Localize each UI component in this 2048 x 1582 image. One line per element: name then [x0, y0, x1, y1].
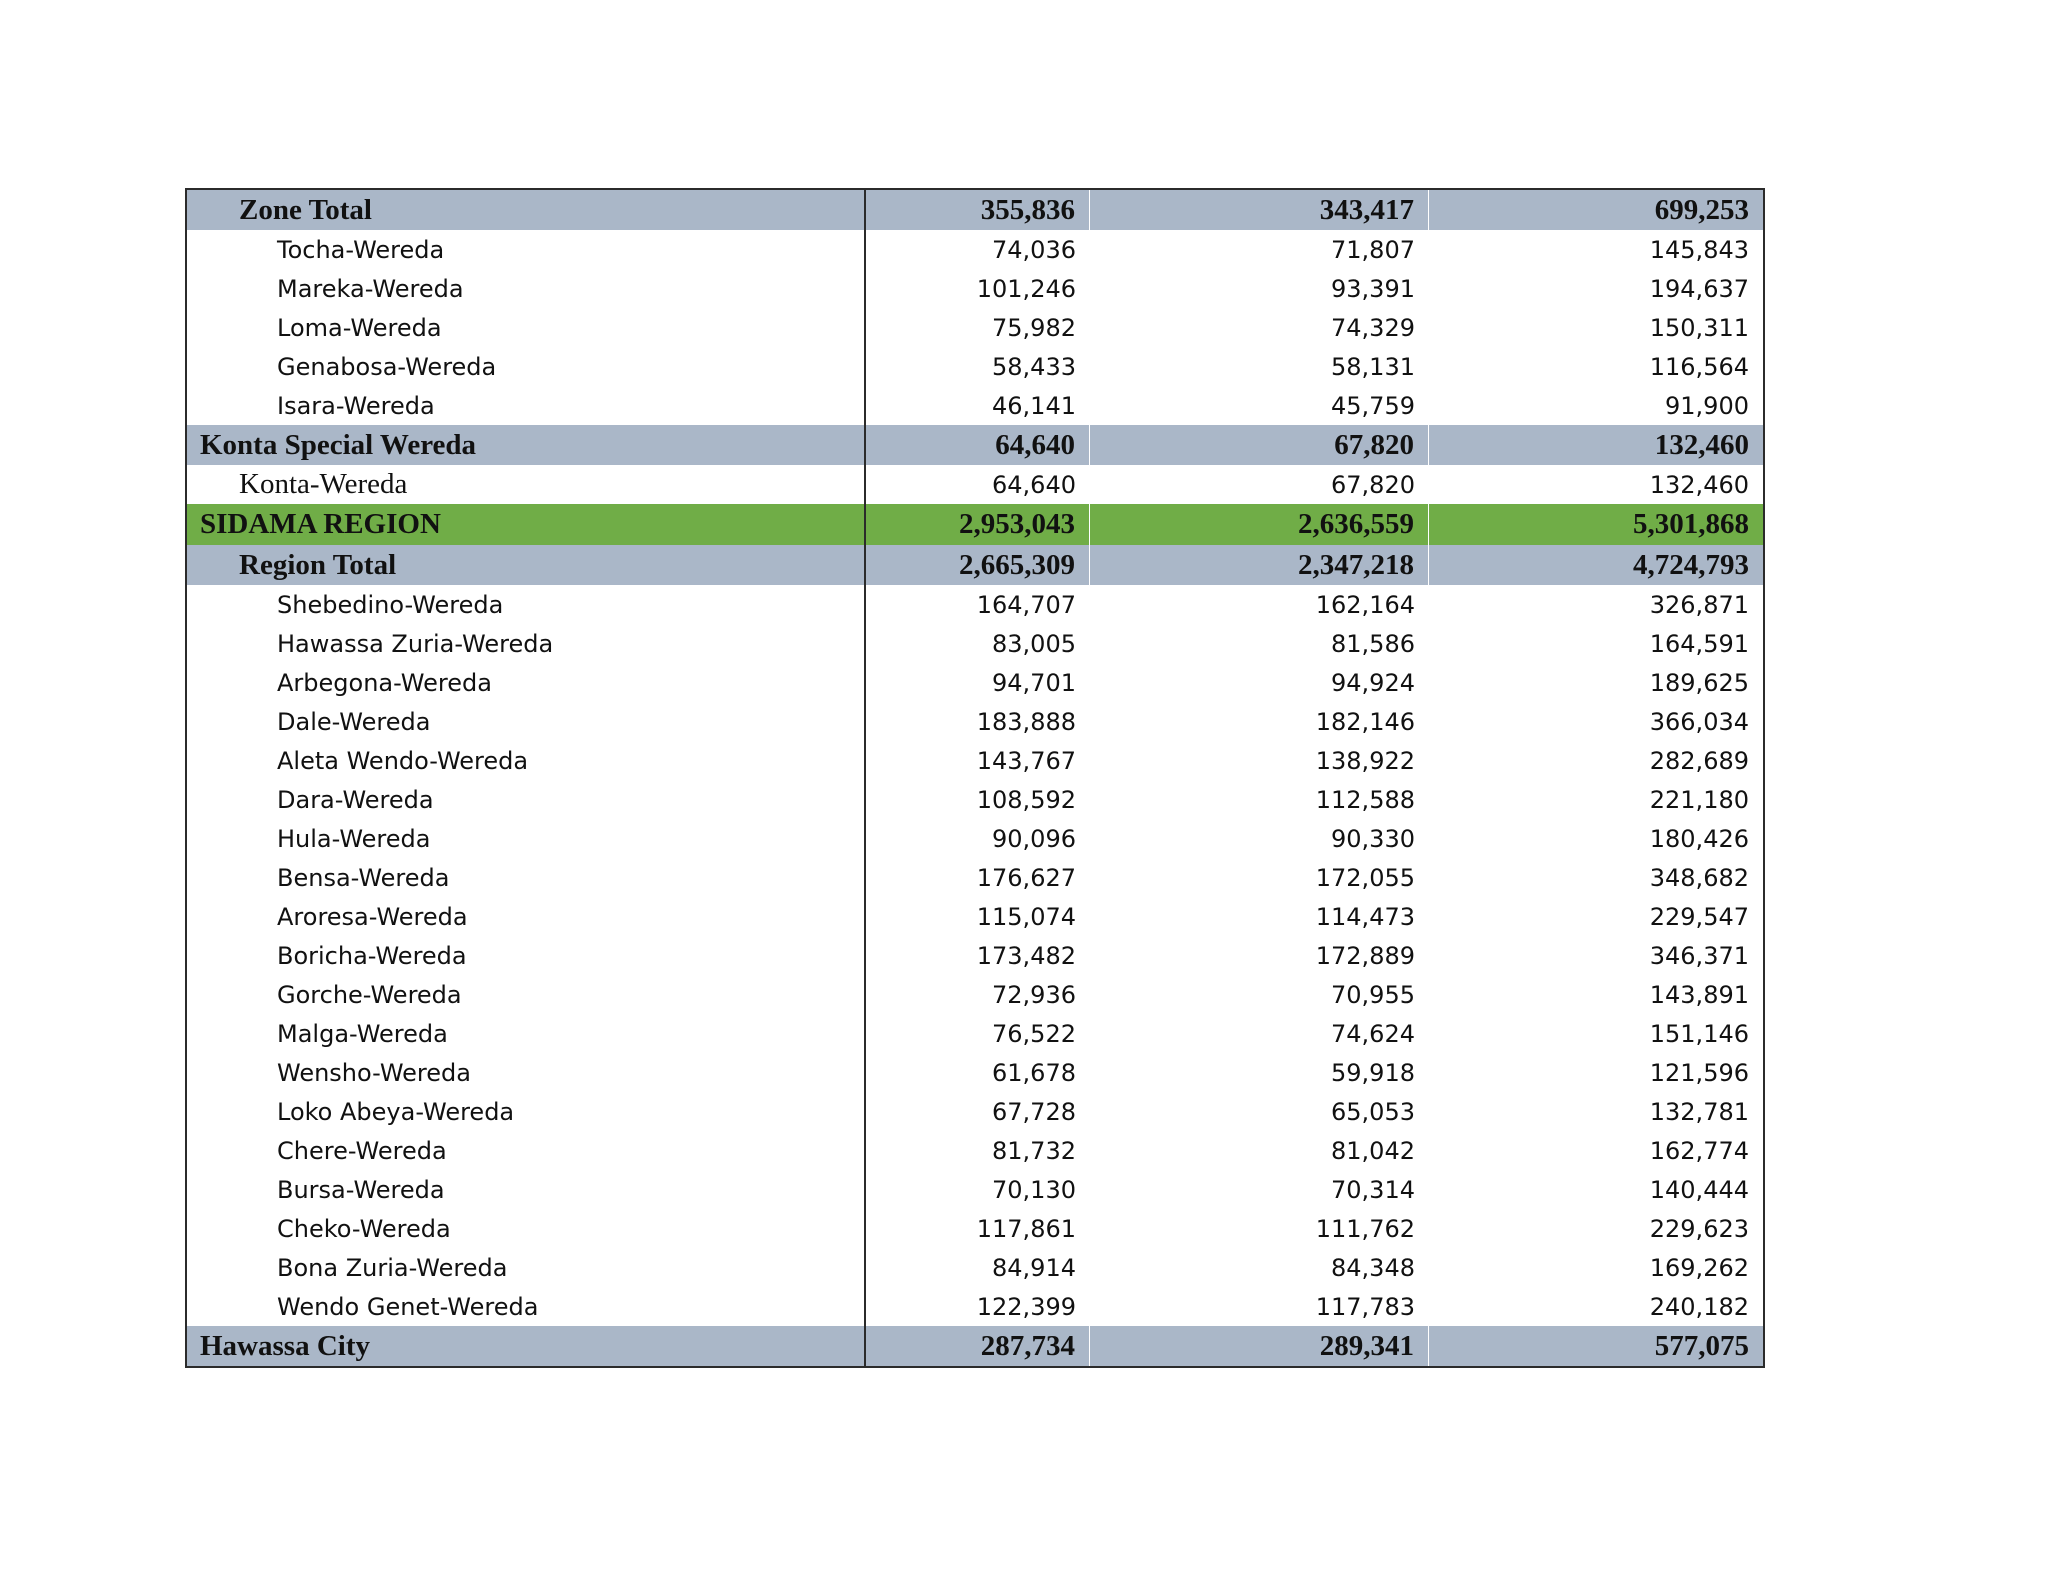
female-value-cell: 138,922: [1315, 746, 1415, 775]
male-value-cell: 2,953,043: [866, 504, 1090, 545]
male-value-cell: 72,936: [992, 980, 1076, 1009]
male-value-cell: 58,433: [992, 352, 1076, 381]
total-value-cell: 169,262: [1649, 1253, 1749, 1282]
table-row: [187, 1053, 1763, 1092]
row-name-cell: Aleta Wendo-Wereda: [187, 741, 866, 780]
female-value-cell: 67,820: [1090, 425, 1429, 465]
total-value-cell: 348,682: [1649, 863, 1749, 892]
male-value-cell: 90,096: [992, 824, 1076, 853]
row-name-cell: Hawassa Zuria-Wereda: [187, 624, 866, 663]
female-value-cell: 90,330: [1331, 824, 1415, 853]
total-value-cell: 164,591: [1649, 629, 1749, 658]
subtotal-row: [187, 1326, 1763, 1366]
table-row: [187, 1014, 1763, 1053]
male-value-cell: 70,130: [992, 1175, 1076, 1204]
female-value-cell: 71,807: [1331, 235, 1415, 264]
row-name-cell: Genabosa-Wereda: [187, 347, 866, 386]
total-value-cell: 346,371: [1649, 941, 1749, 970]
table-row: [187, 1287, 1763, 1326]
total-value-cell: 326,871: [1649, 590, 1749, 619]
subtotal-row: [187, 545, 1763, 585]
total-value-cell: 221,180: [1649, 785, 1749, 814]
total-value-cell: 189,625: [1649, 668, 1749, 697]
male-value-cell: 287,734: [866, 1326, 1090, 1366]
table-row: [187, 1170, 1763, 1209]
total-value-cell: 577,075: [1654, 1329, 1749, 1362]
subtotal-row: [187, 425, 1763, 465]
male-value-cell: 81,732: [992, 1136, 1076, 1165]
total-value-cell: 4,724,793: [1633, 548, 1749, 581]
row-name-cell: Tocha-Wereda: [187, 230, 866, 269]
table-row: [187, 347, 1763, 386]
table-row: [187, 975, 1763, 1014]
table-row: [187, 897, 1763, 936]
row-name-cell: Konta Special Wereda: [187, 425, 866, 465]
table-row: [187, 702, 1763, 741]
female-value-cell: 67,820: [1331, 470, 1415, 499]
female-value-cell: 93,391: [1331, 274, 1415, 303]
table-row: [187, 386, 1763, 425]
total-value-cell: 143,891: [1649, 980, 1749, 1009]
female-value-cell: 2,636,559: [1090, 504, 1429, 545]
male-value-cell: 122,399: [976, 1292, 1076, 1321]
male-value-cell: 94,701: [992, 668, 1076, 697]
row-name-cell: Wendo Genet-Wereda: [187, 1287, 866, 1326]
table-row: [187, 269, 1763, 308]
female-value-cell: 172,055: [1315, 863, 1415, 892]
table-row: [187, 936, 1763, 975]
female-value-cell: 117,783: [1315, 1292, 1415, 1321]
male-value-cell: 75,982: [992, 313, 1076, 342]
total-value-cell: 140,444: [1649, 1175, 1749, 1204]
male-value-cell: 117,861: [976, 1214, 1076, 1243]
total-value-cell: 229,547: [1649, 902, 1749, 931]
row-name-cell: Hula-Wereda: [187, 819, 866, 858]
female-value-cell: 114,473: [1315, 902, 1415, 931]
female-value-cell: 2,347,218: [1090, 545, 1429, 585]
total-value-cell: 121,596: [1649, 1058, 1749, 1087]
row-name-cell: Malga-Wereda: [187, 1014, 866, 1053]
table-row: [187, 585, 1763, 624]
row-name-cell: Bona Zuria-Wereda: [187, 1248, 866, 1287]
male-value-cell: 355,836: [866, 190, 1090, 230]
total-value-cell: 229,623: [1649, 1214, 1749, 1243]
table-row: [187, 308, 1763, 347]
male-value-cell: 176,627: [976, 863, 1076, 892]
female-value-cell: 289,341: [1090, 1326, 1429, 1366]
male-value-cell: 76,522: [992, 1019, 1076, 1048]
female-value-cell: 112,588: [1315, 785, 1415, 814]
row-name-cell: Gorche-Wereda: [187, 975, 866, 1014]
male-value-cell: 101,246: [976, 274, 1076, 303]
row-name-cell: Zone Total: [187, 190, 866, 230]
male-value-cell: 164,707: [976, 590, 1076, 619]
male-value-cell: 115,074: [976, 902, 1076, 931]
male-value-cell: 143,767: [976, 746, 1076, 775]
total-value-cell: 132,781: [1649, 1097, 1749, 1126]
female-value-cell: 70,955: [1331, 980, 1415, 1009]
total-value-cell: 132,460: [1654, 428, 1749, 461]
row-name-cell: Dale-Wereda: [187, 702, 866, 741]
female-value-cell: 74,624: [1331, 1019, 1415, 1048]
female-value-cell: 65,053: [1331, 1097, 1415, 1126]
row-name-cell: Shebedino-Wereda: [187, 585, 866, 624]
row-name-cell: Loko Abeya-Wereda: [187, 1092, 866, 1131]
female-value-cell: 182,146: [1315, 707, 1415, 736]
male-value-cell: 108,592: [976, 785, 1076, 814]
female-value-cell: 172,889: [1315, 941, 1415, 970]
row-name-cell: Mareka-Wereda: [187, 269, 866, 308]
male-value-cell: 64,640: [992, 470, 1076, 499]
table-row: [187, 741, 1763, 780]
table-row: [187, 819, 1763, 858]
table-row: [187, 858, 1763, 897]
female-value-cell: 81,586: [1331, 629, 1415, 658]
row-name-cell: Cheko-Wereda: [187, 1209, 866, 1248]
male-value-cell: 183,888: [976, 707, 1076, 736]
total-value-cell: 116,564: [1649, 352, 1749, 381]
female-value-cell: 45,759: [1331, 391, 1415, 420]
row-name-cell: Bensa-Wereda: [187, 858, 866, 897]
total-value-cell: 282,689: [1649, 746, 1749, 775]
table-row: [187, 465, 1763, 504]
row-name-cell: Region Total: [187, 545, 866, 585]
row-name-cell: Hawassa City: [187, 1326, 866, 1366]
total-value-cell: 5,301,868: [1633, 508, 1749, 540]
male-value-cell: 74,036: [992, 235, 1076, 264]
female-value-cell: 94,924: [1331, 668, 1415, 697]
female-value-cell: 84,348: [1331, 1253, 1415, 1282]
female-value-cell: 58,131: [1331, 352, 1415, 381]
total-value-cell: 240,182: [1649, 1292, 1749, 1321]
female-value-cell: 74,329: [1331, 313, 1415, 342]
female-value-cell: 111,762: [1315, 1214, 1415, 1243]
row-name-cell: Isara-Wereda: [187, 386, 866, 425]
total-value-cell: 150,311: [1649, 313, 1749, 342]
total-value-cell: 194,637: [1649, 274, 1749, 303]
female-value-cell: 59,918: [1331, 1058, 1415, 1087]
male-value-cell: 64,640: [866, 425, 1090, 465]
row-name-cell: Konta-Wereda: [187, 465, 866, 504]
female-value-cell: 343,417: [1090, 190, 1429, 230]
table-row: [187, 230, 1763, 269]
row-name-cell: Aroresa-Wereda: [187, 897, 866, 936]
male-value-cell: 67,728: [992, 1097, 1076, 1126]
region-header-row: [187, 504, 1763, 545]
male-value-cell: 2,665,309: [866, 545, 1090, 585]
row-name-cell: Loma-Wereda: [187, 308, 866, 347]
total-value-cell: 180,426: [1649, 824, 1749, 853]
female-value-cell: 162,164: [1315, 590, 1415, 619]
total-value-cell: 151,146: [1649, 1019, 1749, 1048]
table-row: [187, 624, 1763, 663]
subtotal-row: [187, 190, 1763, 230]
row-name-cell: Dara-Wereda: [187, 780, 866, 819]
male-value-cell: 173,482: [976, 941, 1076, 970]
table-row: [187, 1248, 1763, 1287]
total-value-cell: 162,774: [1649, 1136, 1749, 1165]
row-name-cell: Arbegona-Wereda: [187, 663, 866, 702]
row-name-cell: Wensho-Wereda: [187, 1053, 866, 1092]
total-value-cell: 145,843: [1649, 235, 1749, 264]
table-row: [187, 1092, 1763, 1131]
total-value-cell: 366,034: [1649, 707, 1749, 736]
table-row: [187, 1209, 1763, 1248]
male-value-cell: 83,005: [992, 629, 1076, 658]
male-value-cell: 84,914: [992, 1253, 1076, 1282]
row-name-cell: Boricha-Wereda: [187, 936, 866, 975]
population-table: [185, 188, 1765, 1368]
total-value-cell: 132,460: [1649, 470, 1749, 499]
female-value-cell: 70,314: [1331, 1175, 1415, 1204]
total-value-cell: 91,900: [1665, 391, 1749, 420]
male-value-cell: 61,678: [992, 1058, 1076, 1087]
table-row: [187, 663, 1763, 702]
row-name-cell: Chere-Wereda: [187, 1131, 866, 1170]
row-name-cell: Bursa-Wereda: [187, 1170, 866, 1209]
male-value-cell: 46,141: [992, 391, 1076, 420]
row-name-cell: SIDAMA REGION: [187, 504, 866, 545]
female-value-cell: 81,042: [1331, 1136, 1415, 1165]
table-row: [187, 780, 1763, 819]
table-row: [187, 1131, 1763, 1170]
total-value-cell: 699,253: [1654, 193, 1749, 226]
